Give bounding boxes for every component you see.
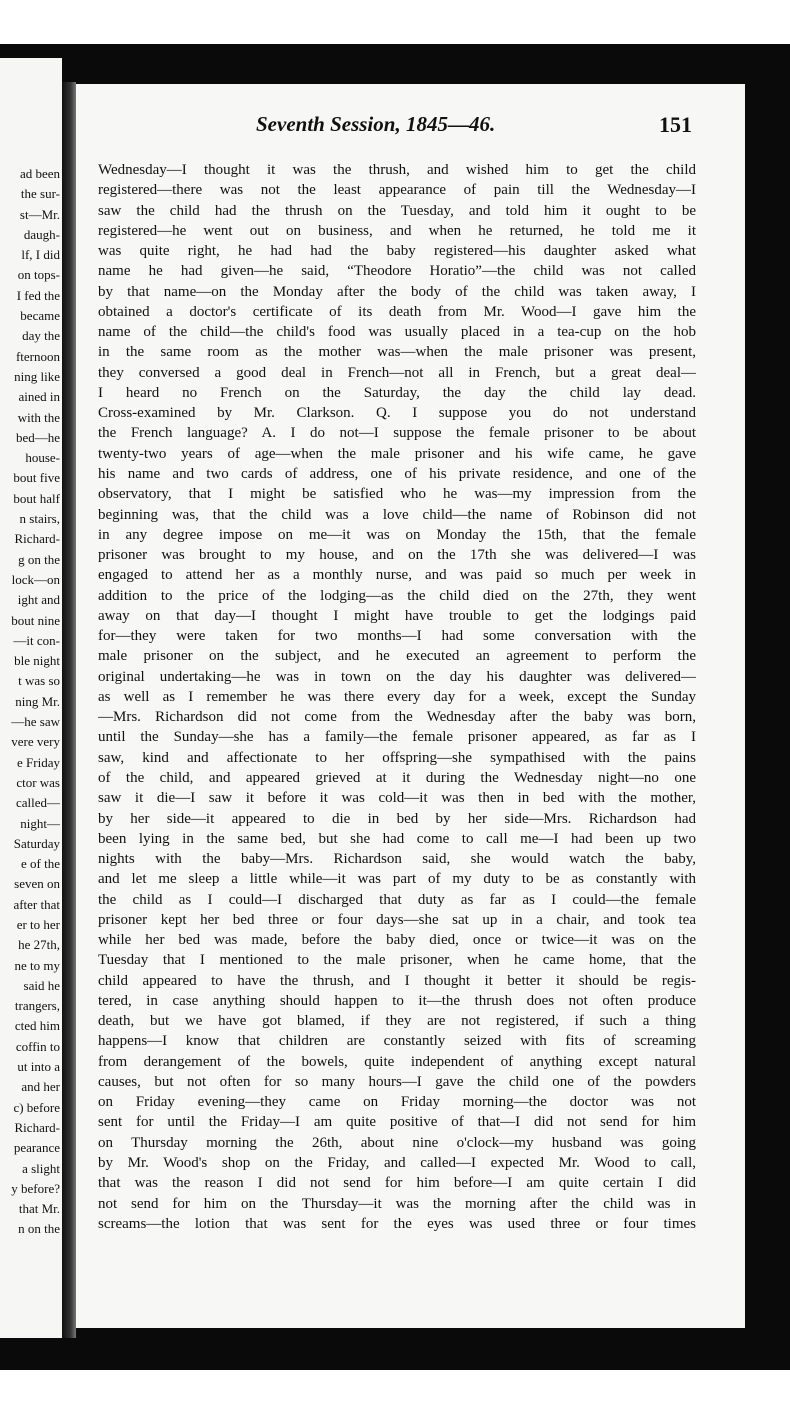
- facing-page-line: ne to my: [14, 957, 60, 973]
- facing-page-line: coffin to: [15, 1038, 60, 1054]
- text-line: tered, in case anything should happen to it—the thrush does not often produce: [98, 992, 696, 1009]
- text-line: they conversed a good deal in French—not all in French, but a great deal—: [98, 364, 696, 381]
- text-line: the child as I could—I discharged that duty as far as I could—the female: [98, 891, 696, 908]
- text-line: registered—there was not the least appearance of pain till the Wednesday—I: [98, 182, 696, 199]
- text-line: Tuesday that I mentioned to the male prisoner, when he came home, that the: [98, 952, 696, 969]
- facing-page-line: a slight: [22, 1160, 60, 1176]
- facing-page-line: ble night: [14, 653, 60, 669]
- text-line: I heard no French on the Saturday, the day the child lay dead.: [98, 384, 696, 401]
- facing-page-line: the sur-: [20, 186, 60, 202]
- text-line: happens—I know that children are constantly seized with fits of screaming: [98, 1033, 696, 1050]
- facing-page-line: cted him: [14, 1018, 60, 1034]
- facing-page-line: Richard-: [14, 531, 60, 547]
- text-line: observatory, that I might be satisfied who he was—my impression from the: [98, 486, 696, 503]
- facing-page-line: ning Mr.: [15, 693, 60, 709]
- text-line: saw it die—I saw it before it was cold—it was then in bed with the mother,: [98, 790, 696, 807]
- facing-page-line: bout five: [13, 470, 60, 486]
- facing-page-fragment: [0, 58, 62, 1338]
- facing-page-line: g on the: [18, 551, 60, 567]
- text-line: his name and two cards of address, one of his private residence, and one of the: [98, 465, 696, 482]
- facing-page-line: ut into a: [17, 1059, 60, 1075]
- text-line: until the Sunday—she has a family—the female prisoner appeared, as far as I: [98, 729, 696, 746]
- text-line: was quite right, he had had the baby registered—his daughter asked what: [98, 243, 696, 260]
- text-line: name of the child—the child's food was usually placed in a tea-cup on the hob: [98, 324, 696, 341]
- facing-page-line: said he: [23, 977, 60, 993]
- facing-page-line: —it con-: [13, 632, 60, 648]
- text-line: causes, but not often for so many hours—I gave the child one of the powders: [98, 1073, 696, 1090]
- facing-page-line: pearance: [13, 1140, 60, 1156]
- facing-page-line: —he saw: [11, 714, 60, 730]
- facing-page-line: lf, I did: [21, 247, 60, 263]
- text-line: on Friday evening—they came on Friday morning—the doctor was not: [98, 1094, 696, 1111]
- facing-page-line: trangers,: [14, 998, 60, 1014]
- text-line: Wednesday—I thought it was the thrush, and wished him to get the child: [98, 162, 696, 178]
- text-line: prisoner was brought to my house, and on the 17th she was delivered—I was: [98, 547, 696, 564]
- facing-page-line: st—Mr.: [19, 206, 60, 222]
- text-line: in any degree impose on me—it was on Monday the 15th, that the female: [98, 526, 696, 543]
- facing-page-line: day the: [22, 328, 60, 344]
- facing-page-line: after that: [13, 896, 60, 912]
- text-line: original undertaking—he was in town on the day his daughter was delivered—: [98, 668, 696, 685]
- text-line: beginning was, that the child was a love child—the name of Robinson did not: [98, 506, 696, 523]
- facing-page-line: fternoon: [15, 348, 60, 364]
- facing-page-line: ained in: [18, 389, 60, 405]
- running-head: Seventh Session, 1845—46.: [256, 112, 496, 136]
- facing-page-line: n on the: [18, 1221, 60, 1237]
- text-line: for—they were taken for two months—I had some conversation with the: [98, 628, 696, 645]
- facing-page-line: that Mr.: [18, 1201, 60, 1217]
- facing-page-line: I fed the: [16, 287, 60, 303]
- text-line: the French language? A. I do not—I suppose the female prisoner to be about: [98, 425, 696, 442]
- facing-page-line: house-: [25, 450, 60, 466]
- facing-page-line: became: [20, 308, 60, 324]
- text-line: death, but we have got blamed, if they are not registered, if such a thing: [98, 1013, 696, 1030]
- book-gutter: [62, 82, 76, 1338]
- facing-page-line: e Friday: [17, 754, 60, 770]
- scan-frame-top: [0, 44, 790, 84]
- text-line: sent for until the Friday—I am quite positive of that—I did not send for him: [98, 1114, 696, 1131]
- text-line: as well as I remember he was there every day for a week, except the Sunday: [98, 688, 696, 705]
- facing-page-line: daugh-: [23, 226, 60, 242]
- text-line: by that name—on the Monday after the body of the child was taken away, I: [98, 283, 696, 300]
- text-line: engaged to attend her as a monthly nurse, and was paid so much per week in: [98, 567, 696, 584]
- facing-page-line: t was so: [18, 673, 60, 689]
- text-line: on Thursday morning the 26th, about nine o'clock—my husband was going: [98, 1134, 696, 1151]
- body-text: [98, 160, 696, 1234]
- facing-page-line: bout half: [13, 490, 60, 506]
- text-line: by Mr. Wood's shop on the Friday, and called—I expected Mr. Wood to call,: [98, 1155, 696, 1172]
- text-line: from derangement of the bowels, quite independent of anything except natural: [98, 1053, 696, 1070]
- facing-page-line: lock—on: [11, 571, 60, 587]
- text-line: obtained a doctor's certificate of its death from Mr. Wood—I gave him the: [98, 303, 696, 320]
- facing-page-line: bed—he: [15, 429, 60, 445]
- facing-page-line: with the: [17, 409, 60, 425]
- text-line: in the same room as the mother was—when the male prisoner was present,: [98, 344, 696, 361]
- text-line: while her bed was made, before the baby died, once or twice—it was on the: [98, 932, 696, 949]
- text-line: twenty-two years of age—when the male prisoner and his wife came, he gave: [98, 445, 696, 462]
- facing-page-line: on tops-: [17, 267, 60, 283]
- text-line: saw the child had the thrush on the Tuesday, and told him it ought to be: [98, 202, 696, 219]
- text-line: saw, kind and affectionate to her offspring—she sympathised with the pains: [98, 749, 696, 766]
- text-line: not send for him on the Thursday—it was the morning after the child was in: [98, 1195, 696, 1212]
- facing-page-line: ning like: [14, 368, 60, 384]
- facing-page-line: vere very: [11, 734, 60, 750]
- facing-page-line: c) before: [13, 1099, 60, 1115]
- facing-page-line: night—: [20, 815, 60, 831]
- facing-page-line: he 27th,: [18, 937, 60, 953]
- facing-page-line: bout nine: [11, 612, 60, 628]
- text-line: and let me sleep a little while—it was part of my duty to be as constantly with: [98, 871, 696, 888]
- facing-page-line: ctor was: [16, 774, 60, 790]
- facing-page-line: n stairs,: [19, 511, 60, 527]
- page-number: 151: [659, 112, 692, 137]
- text-line: registered—he went out on business, and when he returned, he told me it: [98, 222, 696, 239]
- document-page: [76, 84, 745, 1328]
- facing-page-line: seven on: [14, 876, 60, 892]
- text-line: away on that day—I thought I might have trouble to get the lodgings paid: [98, 607, 696, 624]
- facing-page-line: e of the: [21, 856, 60, 872]
- text-line: child appeared to have the thrush, and I thought it better it should be regis-: [98, 972, 696, 989]
- facing-page-line: called—: [15, 795, 60, 811]
- facing-page-line: and her: [21, 1079, 60, 1095]
- text-line: screams—the lotion that was sent for the eyes was used three or four times: [98, 1215, 696, 1232]
- text-line: Cross-examined by Mr. Clarkson. Q. I suppose you do not understand: [98, 405, 696, 422]
- text-line: name he had given—he said, “Theodore Horatio”—the child was not called: [98, 263, 696, 280]
- text-line: addition to the price of the lodging—as the child died on the 27th, they went: [98, 587, 696, 604]
- text-line: prisoner kept her bed three or four days—she sat up in a chair, and took tea: [98, 911, 696, 928]
- facing-page-line: Richard-: [14, 1119, 60, 1135]
- facing-page-line-list: [11, 164, 60, 1240]
- scan-frame-bottom: [0, 1328, 790, 1370]
- text-line: nights with the baby—Mrs. Richardson said, she would watch the baby,: [98, 851, 696, 868]
- facing-page-line: ight and: [17, 592, 60, 608]
- facing-page-line: y before?: [11, 1180, 60, 1196]
- text-line: been lying in the same bed, but she had come to call me—I had been up two: [98, 830, 696, 847]
- text-line: male prisoner on the subject, and he executed an agreement to perform the: [98, 648, 696, 665]
- text-line: by her side—it appeared to die in bed by her side—Mrs. Richardson had: [98, 810, 696, 827]
- text-line: —Mrs. Richardson did not come from the Wednesday after the baby was born,: [98, 709, 696, 726]
- facing-page-line: Saturday: [13, 835, 60, 851]
- facing-page-line: er to her: [16, 916, 60, 932]
- scan-frame-right: [745, 44, 790, 1344]
- facing-page-line: ad been: [19, 166, 60, 181]
- text-line: of the child, and appeared grieved at it during the Wednesday night—no one: [98, 769, 696, 786]
- text-line: that was the reason I did not send for him before—I am quite certain I did: [98, 1175, 696, 1192]
- page-header: [76, 112, 745, 142]
